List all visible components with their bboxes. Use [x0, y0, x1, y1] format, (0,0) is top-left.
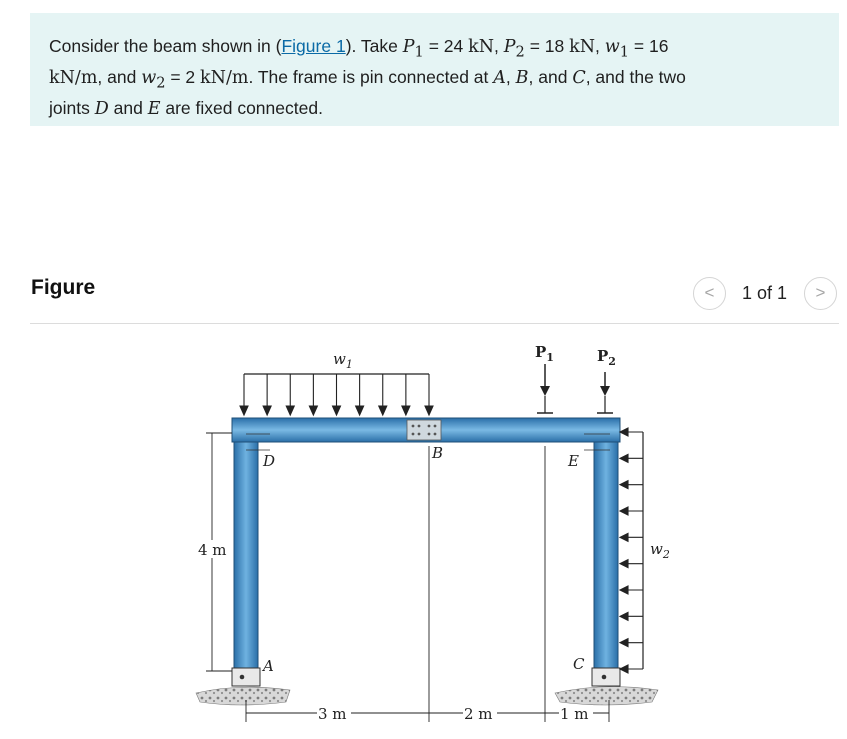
ground-right: [555, 687, 658, 705]
w2-value: = 2: [165, 67, 201, 87]
p1-value: = 24: [423, 36, 469, 56]
p2-symbol: P: [503, 37, 516, 57]
joint-e-label: E: [147, 99, 161, 119]
w1-arrowhead: [402, 406, 410, 415]
unit-kn: kN: [468, 37, 495, 57]
chevron-left-icon: <: [704, 283, 715, 302]
problem-text: are fixed connected.: [160, 98, 323, 118]
figure-link[interactable]: Figure 1: [281, 36, 346, 56]
p1-subscript: 1: [414, 43, 424, 61]
pin-c-label: C: [572, 68, 586, 88]
label-e: E: [568, 452, 579, 470]
w2-arrowhead: [620, 612, 628, 620]
problem-text: and: [108, 98, 148, 118]
pin-a-label: A: [493, 68, 506, 88]
w1-arrowhead: [356, 406, 364, 415]
p2-subscript: 2: [515, 43, 525, 61]
unit-kn: kN: [569, 37, 596, 57]
w1-arrowhead: [333, 406, 341, 415]
left-column: [234, 440, 258, 670]
problem-text: Consider the beam shown in (: [49, 36, 282, 56]
w2-label: $w_2$: [650, 540, 670, 561]
problem-text: , and: [97, 67, 142, 87]
separator: ,: [494, 36, 504, 56]
w2-arrowhead: [620, 428, 628, 436]
w2-arrowhead: [620, 586, 628, 594]
unit-knm: kN/m: [200, 68, 249, 88]
w2-arrowhead: [620, 560, 628, 568]
label-c: C: [573, 655, 585, 673]
w1-arrowhead: [240, 406, 248, 415]
p2-value: = 18: [524, 36, 570, 56]
w1-arrowhead: [425, 406, 433, 415]
pin-a: [240, 675, 245, 680]
w2-arrowhead: [620, 665, 628, 673]
figure-count: 1 of 1: [741, 282, 787, 303]
problem-text: , and: [528, 67, 573, 87]
w2-subscript: 2: [156, 74, 166, 92]
p2-label: $P_2$: [597, 347, 616, 368]
dim-2m-label: 2 m: [464, 705, 493, 723]
ground-left: [196, 687, 290, 705]
problem-text: joints: [49, 98, 95, 118]
w2-arrowhead: [620, 507, 628, 515]
splice-b: [407, 420, 441, 440]
w1-arrows: [240, 374, 433, 415]
w1-symbol: w: [604, 37, 620, 57]
unit-knm: kN/m: [49, 68, 98, 88]
problem-text: ). Take: [345, 36, 403, 56]
joint-d-label: D: [94, 99, 109, 119]
separator: ,: [595, 36, 605, 56]
separator: ,: [505, 67, 516, 87]
label-b: B: [432, 444, 444, 462]
w2-arrowhead: [620, 454, 628, 462]
pin-c: [602, 675, 607, 680]
chevron-right-icon: >: [815, 283, 826, 302]
label-d: D: [263, 452, 276, 470]
w2-arrows: [620, 428, 643, 673]
w2-arrowhead: [620, 639, 628, 647]
label-a: A: [263, 657, 274, 675]
w1-arrowhead: [379, 406, 387, 415]
right-column: [594, 440, 618, 670]
dim-1m-label: 1 m: [560, 705, 589, 723]
w1-value: = 16: [629, 36, 669, 56]
w1-arrowhead: [263, 406, 271, 415]
w2-arrowhead: [620, 481, 628, 489]
problem-text: , and the two: [585, 67, 686, 87]
figure-heading: Figure: [31, 276, 96, 299]
p1-load: [537, 364, 553, 413]
w1-arrowhead: [309, 406, 317, 415]
w2-symbol: w: [141, 68, 157, 88]
p1-label: $P_1$: [535, 343, 554, 364]
problem-text: . The frame is pin connected at: [248, 67, 494, 87]
p1-symbol: P: [402, 37, 415, 57]
p2-load: [597, 372, 613, 413]
pin-b-label: B: [515, 68, 529, 88]
w1-subscript: 1: [619, 43, 630, 61]
dim-3m-label: 3 m: [318, 705, 347, 723]
w2-arrowhead: [620, 533, 628, 541]
w1-label: $w_1$: [333, 350, 353, 371]
w1-arrowhead: [286, 406, 294, 415]
height-label: 4 m: [198, 541, 227, 559]
left-base-plate: [232, 668, 260, 686]
